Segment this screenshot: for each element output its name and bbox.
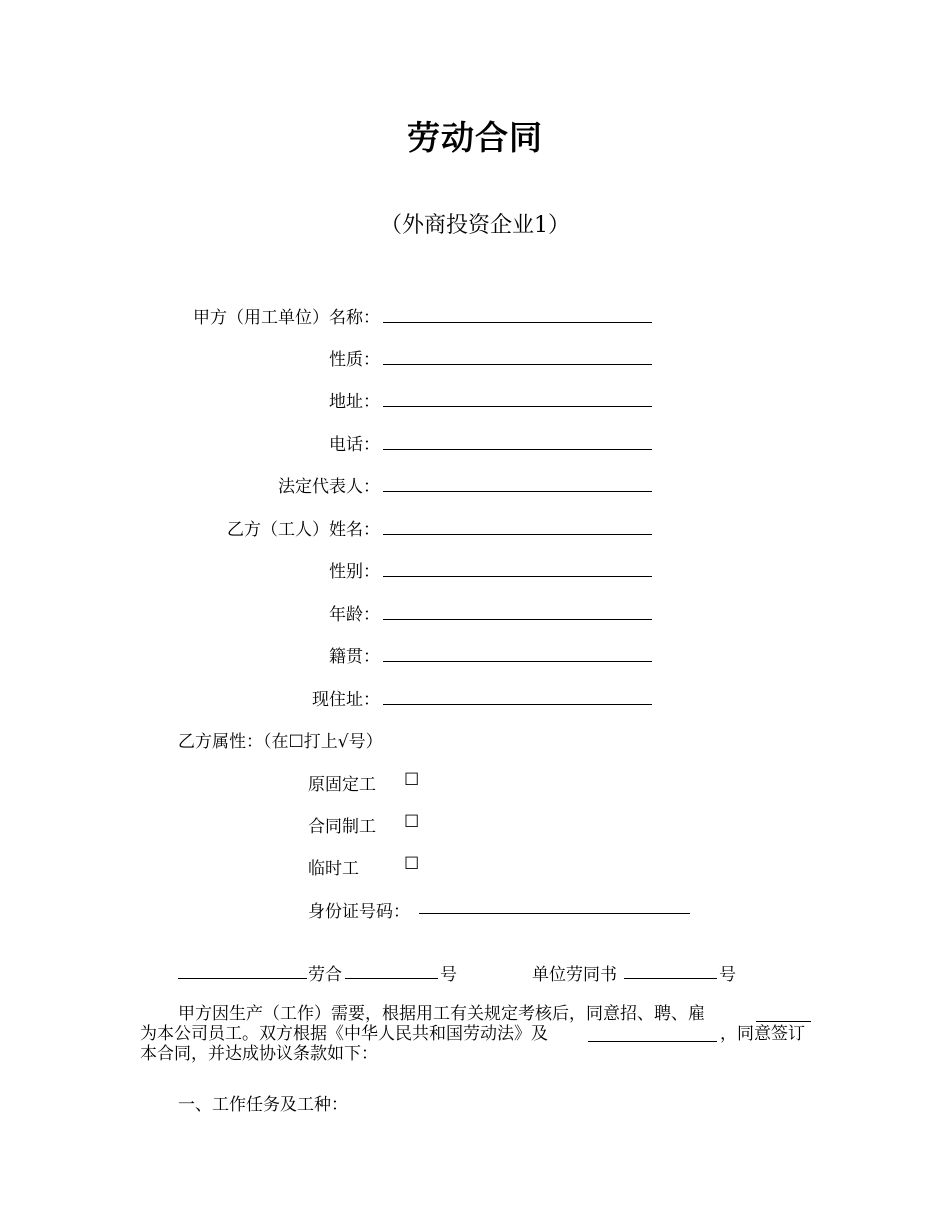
number-suffix: 号 (719, 965, 736, 985)
blank-line (383, 619, 652, 620)
blank-line (383, 322, 652, 323)
field-employer-address (0, 387, 950, 413)
field-employee-age (0, 600, 950, 626)
field-label: 性质： (329, 350, 380, 370)
field-employer-nature (0, 345, 950, 371)
checkbox-icon[interactable]: ☐ (404, 770, 420, 790)
id-number-line (419, 913, 690, 914)
checkbox-icon[interactable]: ☐ (404, 854, 420, 874)
field-label: 电话： (329, 435, 380, 455)
option-temporary-worker (308, 854, 508, 880)
id-number-label: 身份证号码： (308, 902, 410, 922)
option-label: 合同制工 (308, 817, 376, 837)
number-suffix: 号 (440, 965, 457, 985)
document-subtitle: （外商投资企业1） (380, 213, 570, 238)
field-label: 籍贯： (329, 647, 380, 667)
paragraph-text: ，同意签订 (720, 1024, 805, 1044)
blank-line (383, 576, 652, 577)
blank-line (383, 364, 652, 365)
paragraph-line (140, 1004, 820, 1024)
document-title: 劳动合同 (407, 118, 543, 157)
option-label: 原固定工 (308, 775, 376, 795)
field-employee-address (0, 685, 950, 711)
field-employee-name (0, 515, 950, 541)
paragraph-line (140, 1044, 820, 1064)
blank-line (383, 449, 652, 450)
blank-line (383, 491, 652, 492)
field-label: 乙方（工人）姓名： (227, 520, 380, 540)
labor-contract-label: 劳合 (308, 965, 342, 985)
field-legal-representative (0, 472, 950, 498)
preamble-paragraph (140, 1004, 820, 1064)
option-permanent-worker (308, 770, 508, 796)
blank-line (383, 534, 652, 535)
unit-contract-label: 单位劳同书 (532, 965, 617, 985)
blank-line (756, 1021, 811, 1022)
attribute-heading: 乙方属性：（在☐打上√号） (178, 732, 383, 752)
field-label: 地址： (329, 392, 380, 412)
field-employer-name (0, 303, 950, 329)
blank-line (383, 704, 652, 705)
paragraph-text: 甲方因生产（工作）需要，根据用工有关规定考核后，同意招、聘、雇 (178, 1004, 705, 1024)
field-label: 年龄： (329, 605, 380, 625)
paragraph-text: 为本公司员工。双方根据《中华人民共和国劳动法》及 (140, 1024, 548, 1044)
field-employer-phone (0, 430, 950, 456)
blank-line (383, 406, 652, 407)
blank-line (345, 978, 438, 979)
field-label: 法定代表人： (278, 477, 380, 497)
checkbox-icon[interactable]: ☐ (404, 812, 420, 832)
field-label: 性别： (329, 562, 380, 582)
option-label: 临时工 (308, 859, 359, 879)
field-label: 现住址： (312, 690, 380, 710)
blank-line (383, 661, 652, 662)
option-contract-worker (308, 812, 508, 838)
blank-line (624, 978, 717, 979)
paragraph-text: 本合同，并达成协议条款如下： (140, 1044, 378, 1064)
field-employee-native-place (0, 642, 950, 668)
field-employee-gender (0, 557, 950, 583)
paragraph-line (140, 1024, 820, 1044)
blank-line (588, 1041, 717, 1042)
field-label: 甲方（用工单位）名称： (193, 308, 380, 328)
blank-line (178, 978, 307, 979)
section-heading: 一、工作任务及工种： (178, 1095, 348, 1115)
